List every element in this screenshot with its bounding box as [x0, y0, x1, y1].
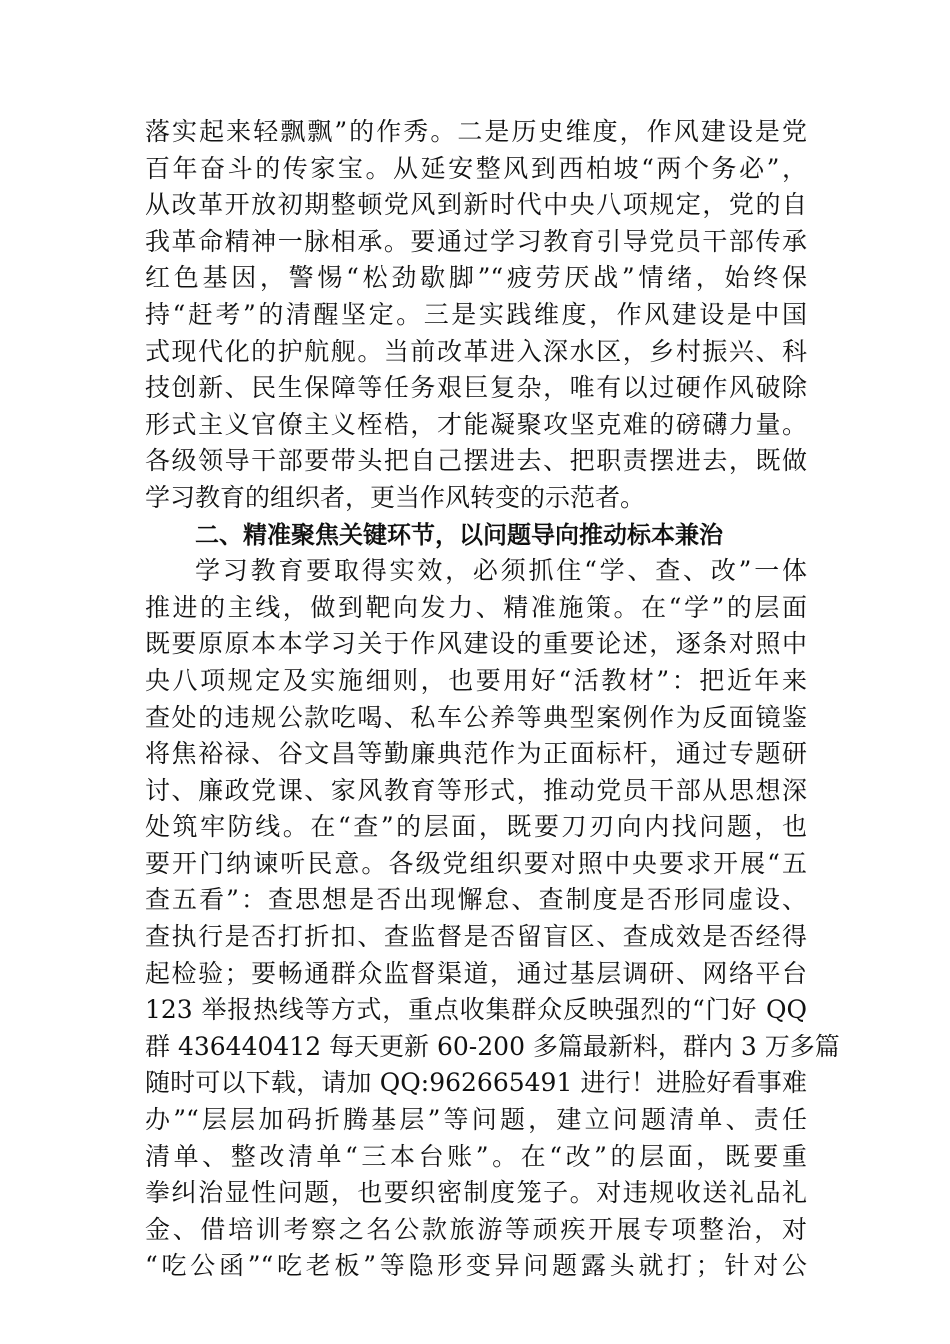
text-line: 我革命精神一脉相承。要通过学习教育引导党员干部传承: [145, 226, 807, 256]
text-line: 查执行是否打折扣、查监督是否留盲区、查成效是否经得: [145, 922, 807, 952]
text-line: 技创新、民生保障等任务艰巨复杂，唯有以过硬作风破除: [145, 373, 807, 403]
text-line: 学习教育的组织者，更当作风转变的示范者。: [145, 482, 646, 512]
document-body: [145, 114, 840, 1285]
text-line: 要开门纳谏听民意。各级党组织要对照中央要求开展“五: [145, 848, 807, 878]
text-line: 拳纠治显性问题，也要织密制度笼子。对违规收送礼品礼: [145, 1178, 807, 1208]
text-line: 持“赶考”的清醒坚定。三是实践维度，作风建设是中国: [145, 299, 807, 329]
text-line: 学习教育要取得实效，必须抓住“学、查、改”一体: [195, 556, 807, 586]
text-line: 随时可以下载，请加 QQ:962665491 进行！进脸好看事难: [145, 1068, 807, 1098]
text-line: 清单、整改清单“三本台账”。在“改”的层面，既要重: [145, 1141, 807, 1171]
text-line: 央八项规定及实施细则，也要用好“活教材”：把近年来: [145, 665, 807, 695]
text-line: 起检验；要畅通群众监督渠道，通过基层调研、网络平台: [145, 958, 807, 988]
text-line: 查处的违规公款吃喝、私车公养等典型案例作为反面镜鉴: [145, 702, 807, 732]
text-line: 金、借培训考察之名公款旅游等顽疾开展专项整治，对: [145, 1214, 807, 1244]
text-line: 落实起来轻飘飘”的作秀。二是历史维度，作风建设是党: [145, 117, 807, 146]
text-line: 群 436440412 每天更新 60-200 多篇最新料，群内 3 万多篇: [145, 1031, 840, 1061]
text-line: 百年奋斗的传家宝。从延安整风到西柏坡“两个务必”，: [145, 153, 807, 183]
text-line: 将焦裕禄、谷文昌等勤廉典范作为正面标杆，通过专题研: [145, 739, 807, 769]
text-line: 处筑牢防线。在“查”的层面，既要刀刃向内找问题，也: [145, 812, 807, 842]
text-line: 各级领导干部要带头把自己摆进去、把职责摆进去，既做: [145, 446, 807, 476]
text-line: 办”“层层加码折腾基层”等问题，建立问题清单、责任: [145, 1105, 807, 1135]
text-line: “吃公函”“吃老板”等隐形变异问题露头就打；针对公: [145, 1251, 807, 1281]
text-line: 从改革开放初期整顿党风到新时代中央八项规定，党的自: [145, 190, 807, 220]
text-line: 讨、廉政党课、家风教育等形式，推动党员干部从思想深: [145, 775, 807, 805]
text-line: 红色基因，警惕“松劲歇脚”“疲劳厌战”情绪，始终保: [145, 263, 807, 293]
text-line: 既要原原本本学习关于作风建设的重要论述，逐条对照中: [145, 629, 807, 659]
text-line: 式现代化的护航舰。当前改革进入深水区，乡村振兴、科: [145, 336, 807, 366]
text-line: 查五看”：查思想是否出现懈怠、查制度是否形同虚设、: [145, 885, 807, 915]
section-heading: 二、精准聚焦关键环节，以问题导向推动标本兼治: [195, 520, 723, 549]
text-line: 推进的主线，做到靶向发力、精准施策。在“学”的层面: [145, 592, 807, 622]
text-line: 形式主义官僚主义桎梏，才能凝聚攻坚克难的磅礴力量。: [145, 409, 807, 439]
text-line: 123 举报热线等方式，重点收集群众反映强烈的“门好 QQ: [145, 995, 807, 1025]
